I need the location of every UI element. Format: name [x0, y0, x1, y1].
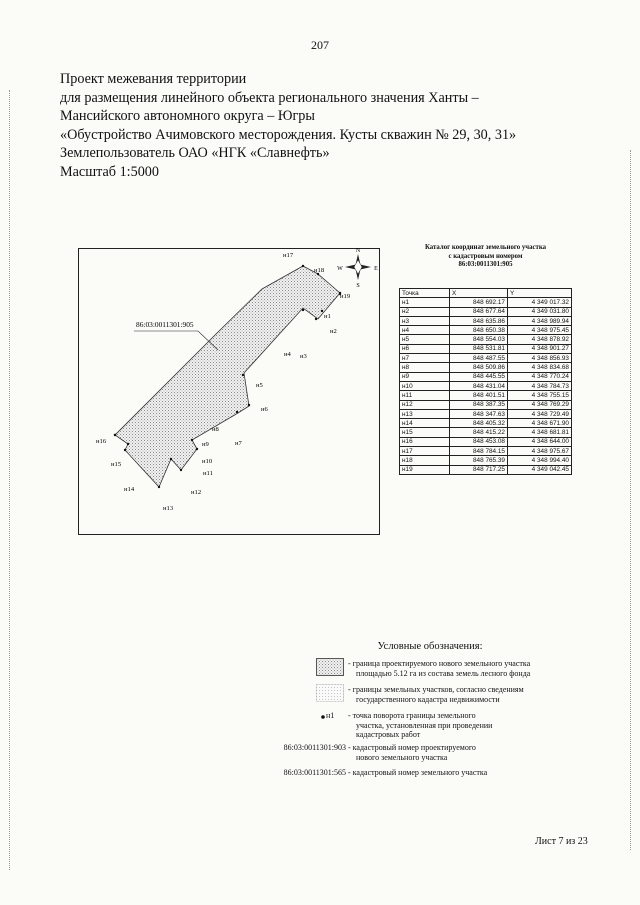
table-cell: 848 487.55	[450, 354, 508, 363]
table-row	[400, 316, 572, 325]
table-row	[400, 419, 572, 428]
table-row	[400, 447, 572, 456]
vertex-label: н17	[283, 252, 294, 259]
table-cell: н14	[400, 419, 450, 428]
vertex-label: н7	[235, 440, 242, 447]
vertex-label: н5	[256, 382, 263, 389]
compass-s: S	[356, 283, 360, 289]
table-row	[400, 354, 572, 363]
vertex-point	[114, 434, 116, 436]
cadastral-label: 86:03:0011301:905	[136, 320, 194, 329]
table-cell: 4 348 671.90	[508, 419, 572, 428]
table-cell: 4 348 755.15	[508, 391, 572, 400]
compass-n: N	[355, 248, 361, 254]
table-cell: 848 554.03	[450, 335, 508, 344]
table-cell: 4 348 769.29	[508, 400, 572, 409]
table-cell: 848 784.15	[450, 447, 508, 456]
plan-drawing	[78, 248, 380, 535]
vertex-point	[242, 374, 244, 376]
vertex-point	[248, 404, 250, 406]
table-cell: н4	[400, 326, 450, 335]
vertex-label: н2	[330, 328, 337, 335]
table-cell: 848 677.64	[450, 307, 508, 316]
vertex-label: н10	[202, 458, 213, 465]
table-cell: 4 348 975.45	[508, 326, 572, 335]
title-line: для размещения линейного объекта регионального значения Ханты –	[60, 89, 479, 106]
table-cell: 848 635.86	[450, 316, 508, 325]
table-row	[400, 307, 572, 316]
title-block	[60, 70, 580, 182]
column-header: X	[450, 289, 508, 298]
table-cell: 848 347.63	[450, 409, 508, 418]
vertex-label: н4	[284, 351, 291, 358]
catalog-title	[398, 244, 573, 270]
table-cell: 4 348 975.67	[508, 447, 572, 456]
table-cell: 848 387.35	[450, 400, 508, 409]
table-cell: 4 348 834.68	[508, 363, 572, 372]
compass-w: W	[337, 266, 343, 272]
legend-key: 86:03:0011301:565	[283, 768, 346, 777]
table-cell: 848 717.25	[450, 465, 508, 474]
table-row	[400, 335, 572, 344]
vertex-point	[124, 449, 126, 451]
table-row	[400, 344, 572, 353]
vertex-label: н13	[163, 505, 174, 512]
scan-edge-right	[630, 150, 631, 850]
compass-rose	[337, 248, 378, 289]
table-cell: н16	[400, 437, 450, 446]
table-cell: н13	[400, 409, 450, 418]
vertex-point	[191, 439, 193, 441]
table-cell: 4 349 042.45	[508, 465, 572, 474]
compass-e: E	[374, 266, 378, 272]
table-row	[400, 391, 572, 400]
catalog-title-line: Каталог координат земельного участка	[424, 244, 547, 251]
legend-swatch-existing-parcel	[316, 684, 344, 702]
table-cell: н11	[400, 391, 450, 400]
table-header-row	[400, 289, 572, 298]
table-row	[400, 465, 572, 474]
table-row	[400, 409, 572, 418]
table-cell: 848 415.22	[450, 428, 508, 437]
table-row	[400, 456, 572, 465]
table-row	[400, 326, 572, 335]
table-cell: 4 348 878.92	[508, 335, 572, 344]
title-line: «Обустройство Ачимовского месторождения. Кусты скважин № 29, 30, 31»	[60, 126, 517, 143]
table-cell: 848 401.51	[450, 391, 508, 400]
table-cell: 4 348 994.40	[508, 456, 572, 465]
vertex-point	[158, 486, 160, 488]
vertex-label: н19	[340, 293, 351, 300]
table-cell: 4 349 031.80	[508, 307, 572, 316]
legend-swatch-new-parcel	[316, 658, 344, 676]
coordinate-table	[399, 288, 572, 475]
table-cell: н8	[400, 363, 450, 372]
vertex-point	[315, 318, 317, 320]
table-cell: н6	[400, 344, 450, 353]
scale-line: Масштаб 1:5000	[60, 163, 159, 180]
legend-title: Условные обозначения:	[377, 641, 483, 652]
table-row	[400, 298, 572, 307]
table-cell: н10	[400, 381, 450, 390]
table-cell: 848 692.17	[450, 298, 508, 307]
coordinate-table-body	[400, 298, 572, 475]
column-header: Точка	[400, 289, 450, 298]
legend-item: - точка поворота границы земельного участка, установленная при проведении кадастровых работ	[348, 711, 493, 740]
vertex-label: н16	[96, 438, 107, 445]
vertex-label: н6	[261, 406, 268, 413]
vertex-label: н12	[191, 489, 202, 496]
table-row	[400, 428, 572, 437]
table-cell: 4 348 901.27	[508, 344, 572, 353]
table-cell: 848 509.86	[450, 363, 508, 372]
table-row	[400, 437, 572, 446]
table-cell: н5	[400, 335, 450, 344]
table-cell: 4 348 989.94	[508, 316, 572, 325]
table-cell: н7	[400, 354, 450, 363]
table-cell: 848 405.32	[450, 419, 508, 428]
sheet-number: Лист 7 из 23	[535, 836, 588, 847]
table-cell: 4 348 784.73	[508, 381, 572, 390]
table-cell: н1	[400, 298, 450, 307]
legend-item: - кадастровый номер земельного участка	[348, 768, 488, 777]
legend-key: 86:03:0011301:903	[283, 743, 346, 752]
table-cell: 4 349 017.32	[508, 298, 572, 307]
vertex-point	[321, 310, 323, 312]
table-cell: н15	[400, 428, 450, 437]
column-header: Y	[508, 289, 572, 298]
title-line: Мансийского автономного округа – Югры	[60, 108, 315, 125]
vertex-label: н9	[202, 441, 209, 448]
table-cell: 848 431.04	[450, 381, 508, 390]
title-line: Землепользователь ОАО «НГК «Славнефть»	[60, 145, 330, 162]
table-cell: 4 348 729.49	[508, 409, 572, 418]
table-cell: н17	[400, 447, 450, 456]
legend-item: - кадастровый номер проектируемого нового земельного участка	[348, 743, 476, 762]
table-cell: 848 445.55	[450, 372, 508, 381]
vertex-point	[302, 265, 304, 267]
table-cell: н9	[400, 372, 450, 381]
table-cell: 848 765.39	[450, 456, 508, 465]
vertex-point	[196, 448, 198, 450]
table-cell: н12	[400, 400, 450, 409]
table-row	[400, 363, 572, 372]
table-cell: н18	[400, 456, 450, 465]
catalog-title-line: с кадастровым номером	[448, 252, 523, 260]
page-number: 207	[311, 38, 329, 52]
table-cell: 848 453.08	[450, 437, 508, 446]
table-cell: 848 650.38	[450, 326, 508, 335]
parcel-polygon	[115, 266, 340, 487]
vertex-label: н15	[111, 461, 122, 468]
table-row	[400, 400, 572, 409]
catalog-title-line: 86:03:0011301:905	[458, 261, 513, 269]
legend-key: н1	[326, 711, 335, 720]
vertex-label: н1	[324, 313, 331, 320]
title-line: Проект межевания территории	[60, 71, 247, 87]
legend-item: - границы земельных участков, согласно сведениям государственного кадастра недвижимости	[348, 685, 524, 704]
vertex-label: н14	[124, 486, 135, 493]
vertex-point	[236, 411, 238, 413]
table-cell: 4 348 681.81	[508, 428, 572, 437]
vertex-label: н11	[203, 470, 213, 477]
vertex-label: н3	[300, 353, 307, 360]
table-cell: 4 348 770.24	[508, 372, 572, 381]
vertex-label: н18	[314, 267, 325, 274]
table-row	[400, 372, 572, 381]
vertex-label: н8	[212, 426, 219, 433]
table-cell: н2	[400, 307, 450, 316]
vertex-point	[302, 309, 304, 311]
table-cell: 848 531.81	[450, 344, 508, 353]
table-cell: н3	[400, 316, 450, 325]
vertex-point	[170, 458, 172, 460]
vertex-point	[180, 469, 182, 471]
vertex-point	[127, 443, 129, 445]
scan-edge-left	[9, 90, 10, 870]
table-cell: 4 348 644.00	[508, 437, 572, 446]
table-row	[400, 381, 572, 390]
legend-item: - граница проектируемого нового земельного участка площадью 5.12 га из состава земель лесного фонда	[348, 659, 531, 678]
table-cell: н19	[400, 465, 450, 474]
table-cell: 4 348 856.93	[508, 354, 572, 363]
